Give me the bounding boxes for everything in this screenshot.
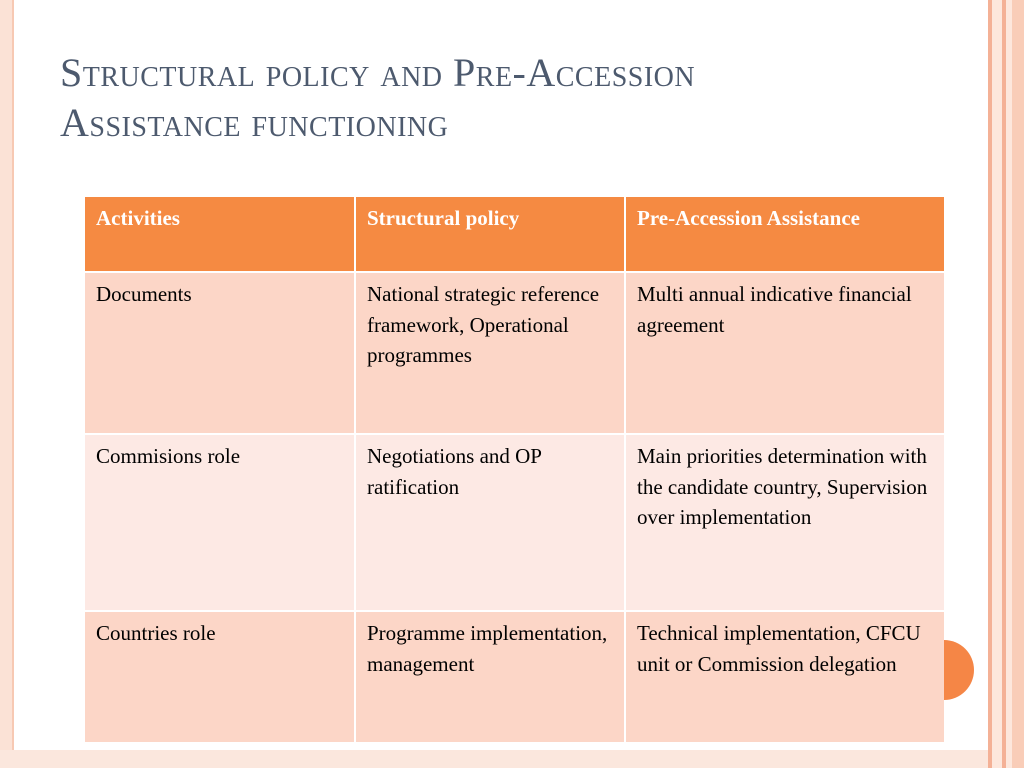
cell-structural: Programme implementation, management [355,611,625,743]
cell-activity: Countries role [85,611,355,743]
cell-activity: Documents [85,272,355,434]
comparison-table [85,197,944,744]
cell-structural: Negotiations and OP ratification [355,434,625,611]
cell-activity: Commisions role [85,434,355,611]
slide-title-line-1: Structural policy and Pre-Accession [60,50,696,95]
header-activities: Activities [85,197,355,272]
slide-frame-right [988,0,1024,768]
cell-pre-accession: Technical implementation, CFCU unit or Commission delegation [625,611,944,743]
table-header-row [85,197,944,272]
table-row [85,611,944,743]
cell-pre-accession: Multi annual indicative financial agreement [625,272,944,434]
header-pre-accession-assistance: Pre-Accession Assistance [625,197,944,272]
slide-title-line-2: Assistance functioning [60,100,449,145]
header-structural-policy: Structural policy [355,197,625,272]
cell-structural: National strategic reference framework, Operational programmes [355,272,625,434]
slide-frame-left [0,0,14,768]
table-row [85,272,944,434]
slide-frame-bottom [0,750,988,768]
slide-title [60,48,940,148]
cell-pre-accession: Main priorities determination with the candidate country, Supervision over implementation [625,434,944,611]
accent-tab-shape [940,640,974,700]
table-row [85,434,944,611]
